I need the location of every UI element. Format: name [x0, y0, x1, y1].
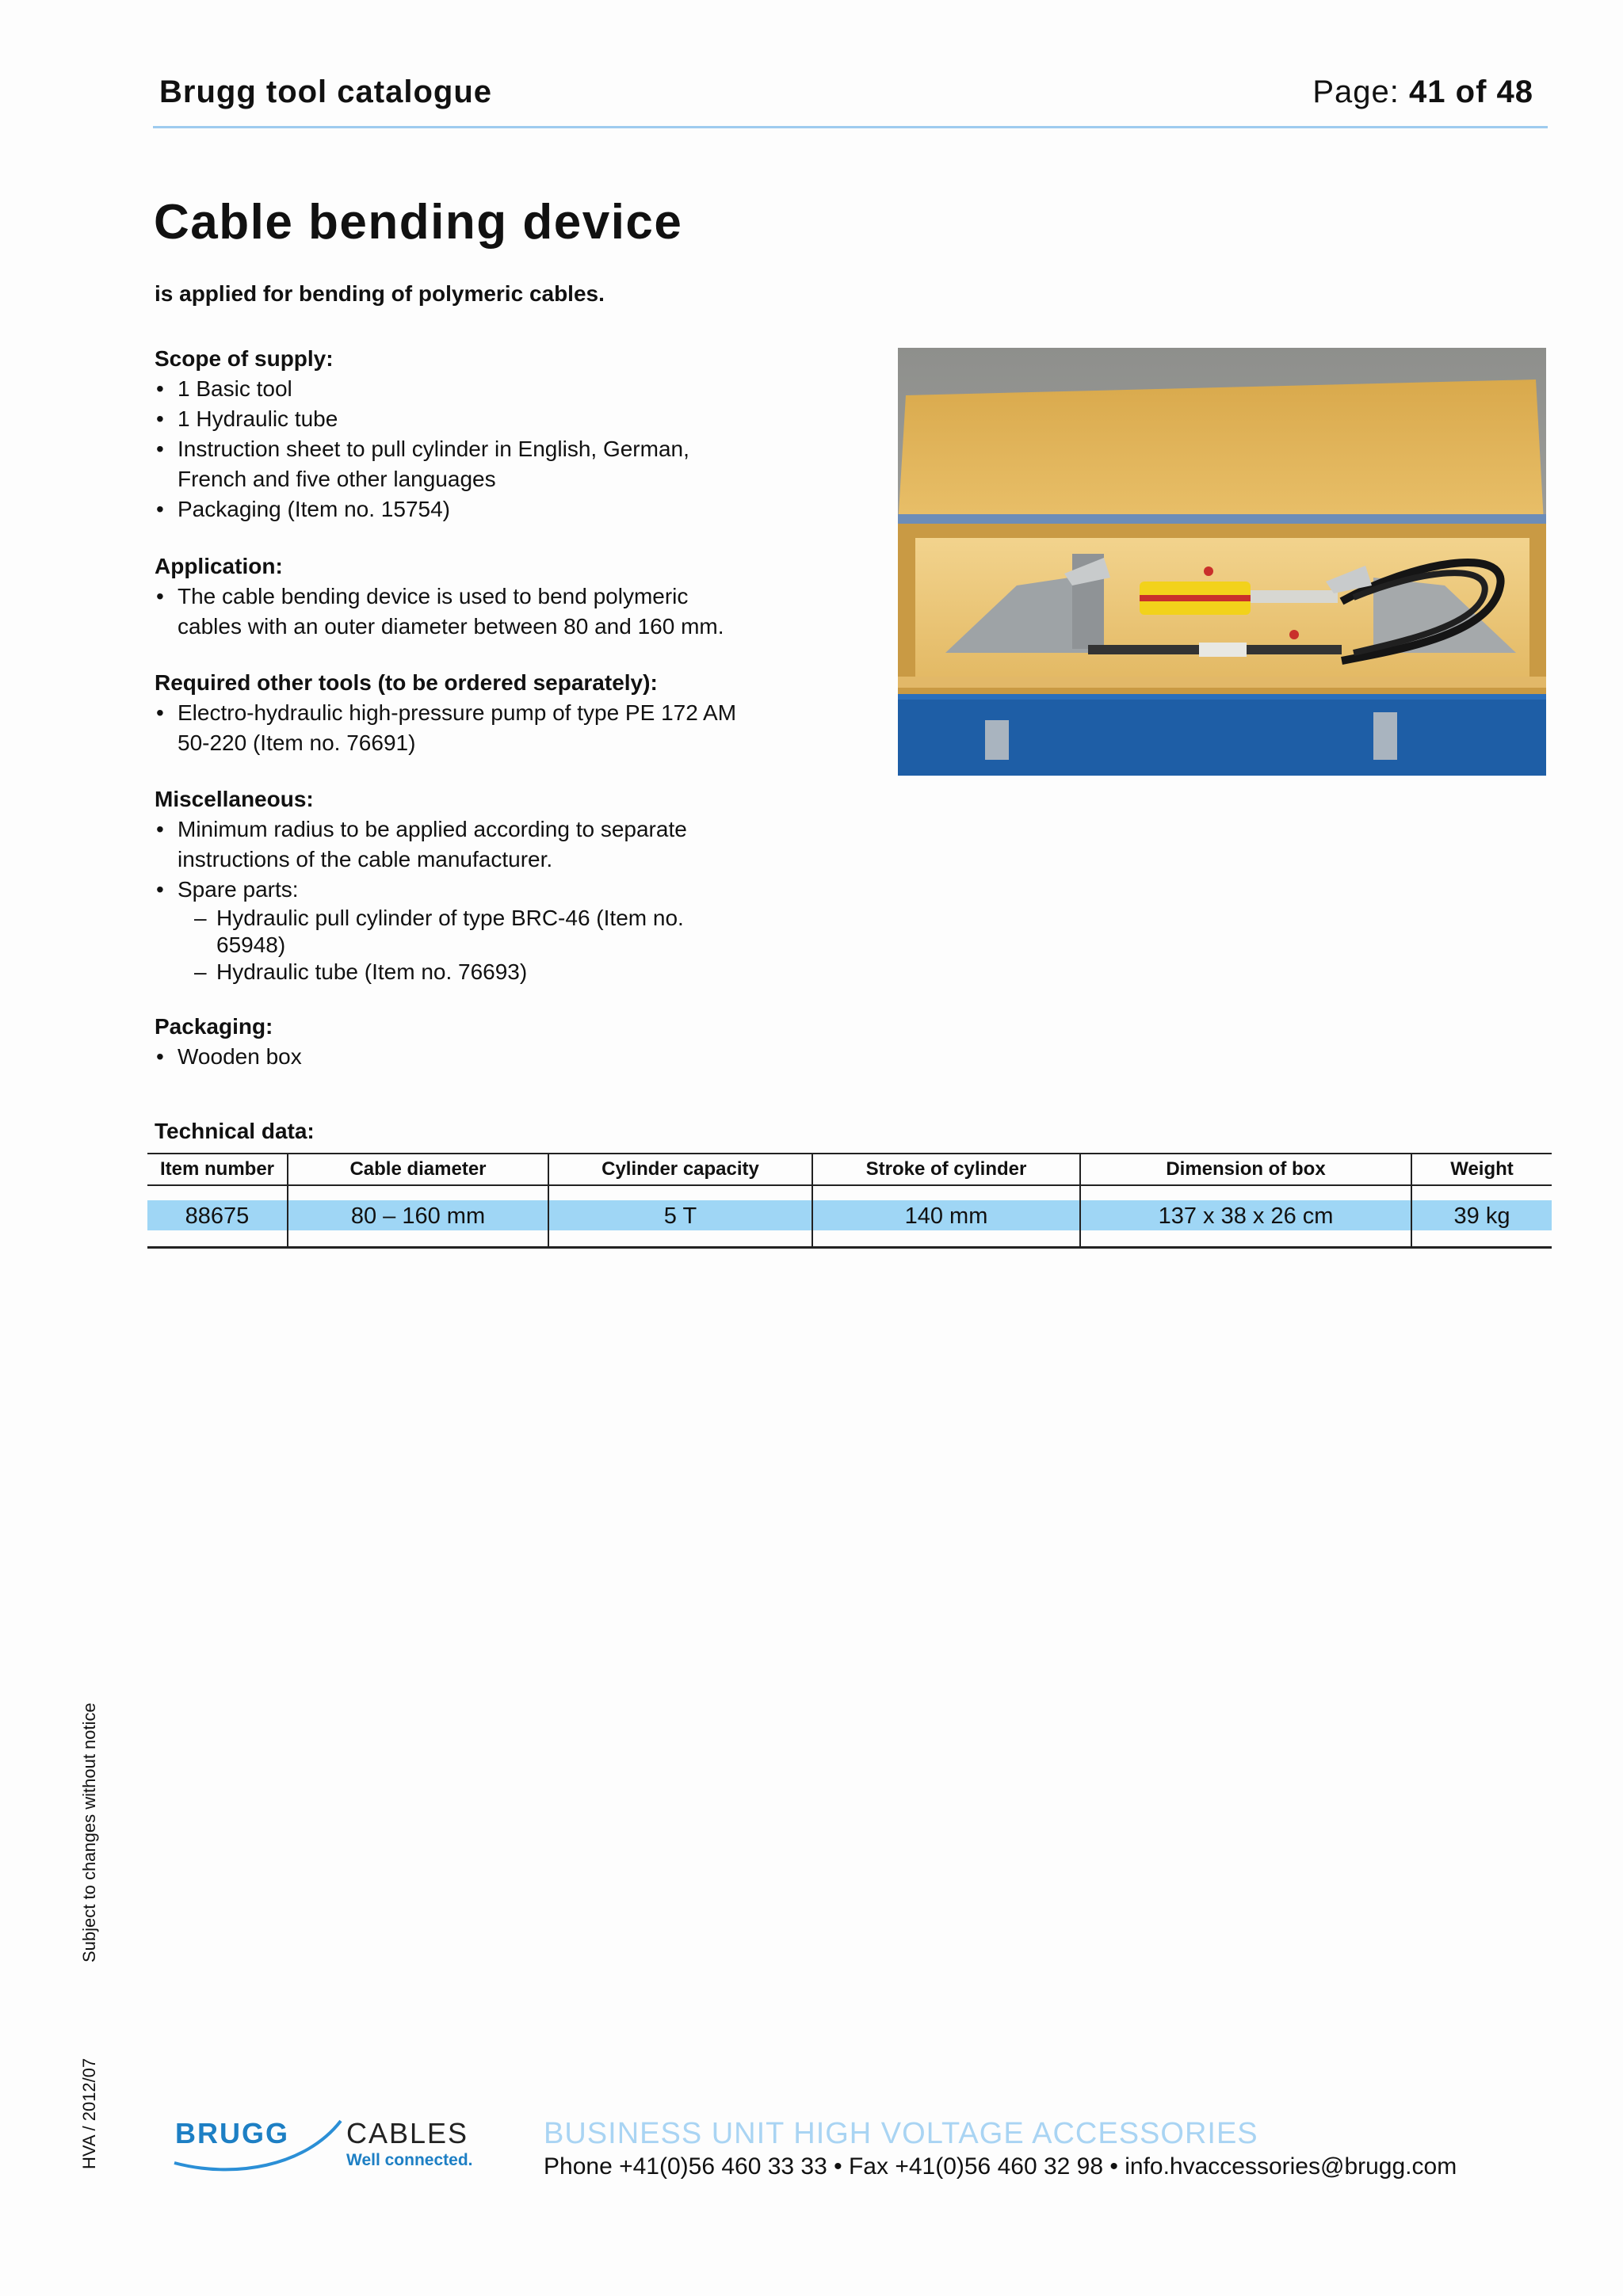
logo-tagline: Well connected.	[346, 2151, 473, 2169]
cell-value: 88675	[147, 1200, 287, 1230]
catalogue-title: Brugg tool catalogue	[159, 74, 492, 109]
list-item-line: 65948)	[216, 933, 286, 957]
list-item	[155, 814, 836, 875]
application-heading: Application:	[155, 554, 283, 578]
required-list	[155, 698, 836, 758]
list-item: • Wooden box	[155, 1042, 836, 1072]
brugg-cables-logo-graphic	[170, 2103, 487, 2183]
packaging-list	[155, 1042, 836, 1072]
list-item: • Spare parts:	[155, 875, 836, 905]
column-header: Item number	[147, 1154, 288, 1185]
table-header-row	[147, 1154, 1552, 1185]
list-item: • 1 Basic tool	[155, 374, 836, 404]
misc-heading: Miscellaneous:	[155, 787, 314, 811]
packaging-heading: Packaging:	[155, 1014, 273, 1039]
page-indicator	[1312, 74, 1533, 110]
sub-list-item: – Hydraulic tube (Item no. 76693)	[155, 959, 836, 986]
business-unit-title: BUSINESS UNIT HIGH VOLTAGE ACCESSORIES	[544, 2117, 1258, 2150]
column-header: Stroke of cylinder	[812, 1154, 1080, 1185]
list-item	[155, 698, 836, 758]
required-tools-section	[155, 668, 836, 758]
table-cell	[288, 1185, 548, 1247]
page-title: Cable bending device	[154, 195, 683, 250]
cell-value: 140 mm	[813, 1200, 1079, 1230]
list-item-line: The cable bending device is used to bend polymeric	[178, 584, 689, 608]
list-item-line: instructions of the cable manufacturer.	[178, 847, 553, 871]
column-header: Dimension of box	[1080, 1154, 1411, 1185]
sub-list-item	[155, 905, 836, 959]
column-header: Cylinder capacity	[548, 1154, 812, 1185]
page-header	[153, 71, 1548, 128]
list-item: • 1 Hydraulic tube	[155, 404, 836, 434]
technical-data-heading: Technical data:	[155, 1119, 315, 1143]
contact-info: Phone +41(0)56 460 33 33 • Fax +41(0)56 460 32 98 • info.hvaccessories@brugg.com	[544, 2153, 1457, 2180]
cell-value: 39 kg	[1412, 1200, 1552, 1230]
table-cell	[1411, 1185, 1552, 1247]
miscellaneous-section	[155, 784, 836, 986]
scope-heading: Scope of supply:	[155, 346, 334, 371]
page-label: Page:	[1312, 74, 1400, 109]
list-item-line: 50-220 (Item no. 76691)	[178, 730, 416, 755]
misc-list	[155, 814, 836, 986]
list-item-line: Hydraulic pull cylinder of type BRC-46 (Item no.	[216, 906, 684, 930]
cell-value: 137 x 38 x 26 cm	[1081, 1200, 1411, 1230]
list-item-line: French and five other languages	[178, 467, 496, 491]
brugg-cables-logo	[170, 2103, 487, 2183]
application-section	[155, 551, 836, 642]
document-code: HVA / 2012/07	[79, 2058, 99, 2169]
cell-value: 80 – 160 mm	[288, 1200, 548, 1230]
table-cell	[548, 1185, 812, 1247]
scope-of-supply-section	[155, 344, 836, 524]
list-item-line: cables with an outer diameter between 80 and 160 mm.	[178, 614, 724, 639]
product-photo	[898, 348, 1546, 776]
required-heading: Required other tools (to be ordered separately):	[155, 670, 658, 695]
page-number: 41 of 48	[1409, 74, 1533, 109]
table-cell	[147, 1185, 288, 1247]
list-item	[155, 434, 836, 494]
list-item-line: Instruction sheet to pull cylinder in English, German,	[178, 437, 689, 461]
packaging-section	[155, 1012, 836, 1072]
application-list	[155, 582, 836, 642]
column-header: Weight	[1411, 1154, 1552, 1185]
list-item: • Packaging (Item no. 15754)	[155, 494, 836, 524]
list-item-line: Electro-hydraulic high-pressure pump of type PE 172 AM	[178, 700, 737, 725]
page-subtitle: is applied for bending of polymeric cables.	[155, 281, 605, 306]
table-cell	[812, 1185, 1080, 1247]
logo-cables-text: CABLES	[346, 2117, 469, 2149]
scope-list	[155, 374, 836, 524]
column-header: Cable diameter	[288, 1154, 548, 1185]
cell-value: 5 T	[549, 1200, 812, 1230]
table-row	[147, 1185, 1552, 1247]
list-item-line: Minimum radius to be applied according to separate	[178, 817, 687, 841]
list-item	[155, 582, 836, 642]
technical-data-table	[147, 1153, 1552, 1249]
logo-brugg-text: BRUGG	[175, 2117, 289, 2149]
product-photo-illustration	[898, 348, 1546, 776]
table-cell	[1080, 1185, 1411, 1247]
disclaimer-note: Subject to changes without notice	[79, 1703, 99, 1962]
